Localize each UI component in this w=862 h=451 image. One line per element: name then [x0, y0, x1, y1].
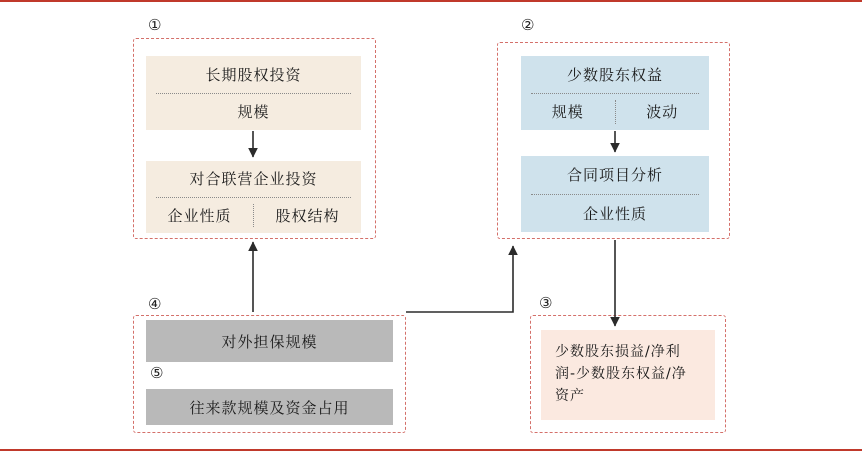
box-title-row — [146, 161, 361, 197]
top-rule — [0, 0, 862, 2]
minority-interest-box — [521, 56, 709, 130]
marker-three: ③ — [539, 294, 553, 312]
box-sub-row — [146, 198, 361, 234]
box-title: 往来款规模及资金占用 — [189, 398, 350, 417]
long-term-equity-investment-box — [146, 56, 361, 130]
box-title: 长期股权投资 — [205, 65, 302, 84]
marker-five: ⑤ — [150, 364, 164, 382]
box-sub-volatility: 波动 — [646, 103, 679, 122]
box-sub-enterprise-nature: 企业性质 — [582, 204, 647, 223]
box-sub-scale: 规模 — [551, 103, 584, 122]
box-sub-row — [521, 94, 709, 131]
box-title-row — [521, 156, 709, 194]
box-title-row — [146, 56, 361, 93]
box-title: 合同项目分析 — [566, 166, 663, 185]
box-sub-equity-structure: 股权结构 — [275, 206, 340, 225]
box-sub-scale: 规模 — [237, 103, 270, 122]
box-sub-row — [146, 94, 361, 131]
box-title-row — [146, 320, 393, 362]
box-sub-enterprise-nature: 企业性质 — [167, 206, 232, 225]
box-title: 对合联营企业投资 — [189, 170, 318, 189]
box-title: 少数股东权益 — [566, 65, 663, 84]
box-title-row — [521, 56, 709, 93]
box-title-row — [146, 389, 393, 425]
box-text: 少数股东损益/净利润-少数股东权益/净资产 — [555, 344, 687, 404]
external-guarantee-scale-box — [146, 320, 393, 362]
contract-project-analysis-box — [521, 156, 709, 232]
marker-two: ② — [521, 16, 535, 34]
box-title: 对外担保规模 — [221, 332, 318, 351]
associate-joint-venture-investment-box — [146, 161, 361, 233]
marker-one: ① — [148, 16, 162, 34]
related-party-funds-box — [146, 389, 393, 425]
marker-four: ④ — [148, 295, 162, 313]
box-sub-row — [521, 195, 709, 233]
box-title-row — [541, 330, 715, 420]
minority-profit-ratio-box — [541, 330, 715, 420]
